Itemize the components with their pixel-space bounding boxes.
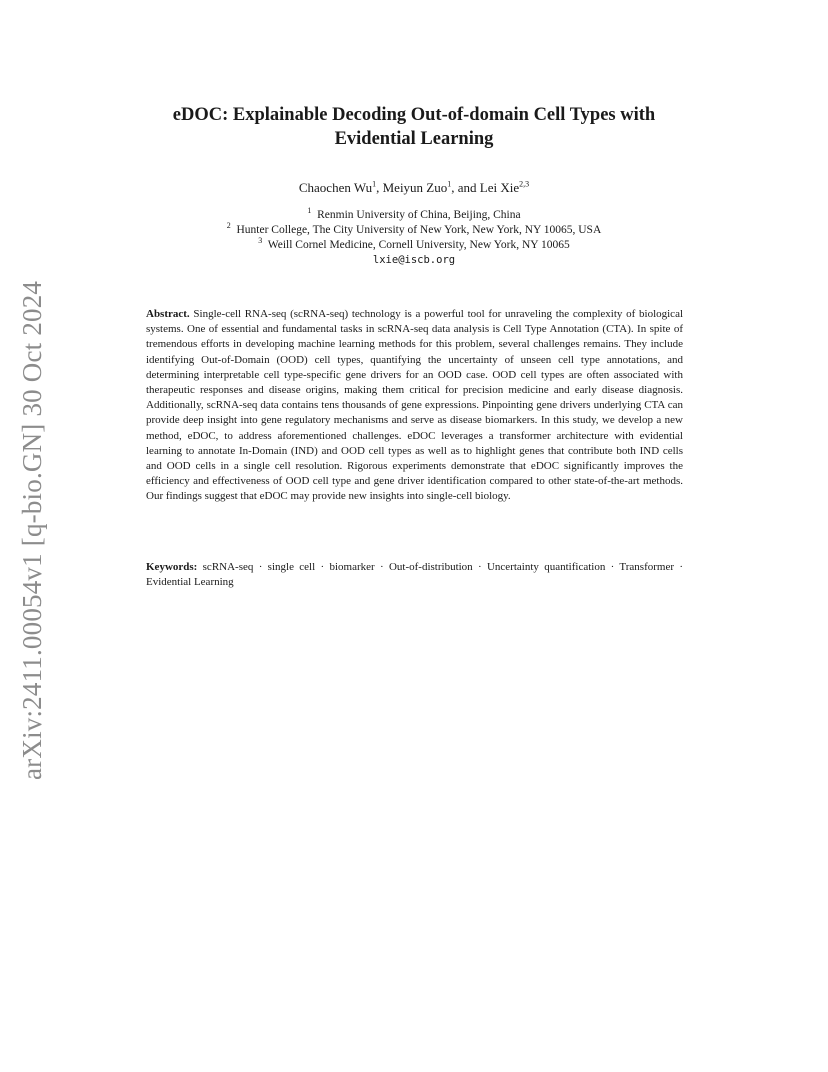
keywords-label: Keywords: [146, 561, 198, 573]
affiliation-mark: 2 [226, 221, 231, 231]
author-separator: , [376, 180, 383, 195]
author-name: Meiyun Zuo [382, 180, 448, 195]
affiliations [100, 208, 728, 268]
affiliation-item [100, 208, 728, 223]
keywords-text: scRNA-seq · single cell · biomarker · Out-of-distribution · Uncertainty quantification · Transformer · Evidential Learning [146, 561, 683, 589]
author-affil-mark: 1 [447, 179, 452, 189]
author-separator: , and [451, 180, 480, 195]
affiliation-text: Hunter College, The City University of New York, New York, NY 10065, USA [236, 224, 602, 236]
paper-title [100, 103, 728, 151]
affiliation-mark: 3 [258, 236, 263, 246]
affiliation-text: Renmin University of China, Beijing, China [317, 209, 521, 221]
title-line-1: eDOC: Explainable Decoding Out-of-domain Cell Types with [172, 105, 656, 125]
author-name: Lei Xie [479, 180, 520, 195]
abstract [146, 307, 683, 505]
author-affil-mark: 1 [372, 179, 377, 189]
author-affil-mark: 2,3 [519, 179, 530, 189]
author-name: Chaochen Wu [298, 180, 373, 195]
affiliation-mark: 1 [307, 206, 312, 216]
abstract-label: Abstract. [146, 308, 190, 320]
affiliation-text: Weill Cornel Medicine, Cornell University, New York, NY 10065 [267, 239, 570, 251]
affiliation-item [100, 223, 728, 238]
title-line-2: Evidential Learning [334, 129, 494, 149]
keywords [146, 560, 683, 590]
contact-email[interactable]: lxie@iscb.org [372, 254, 456, 266]
author-list [100, 180, 728, 196]
affiliation-item [100, 238, 728, 253]
abstract-text: Single-cell RNA-seq (scRNA-seq) technology is a powerful tool for unraveling the complexity of biological systems. One of essential and fundamental tasks in scRNA-seq data analysis is Cell Type Annotation (CTA). In spite of tremendous efforts in developing machine learning methods for this problem, several challenges remains. They include identifying Out-of-Domain (OOD) cell types, quantifying the uncertainty of unseen cell type annotations, and determining interpretable cell type-specific gene drivers for an OOD case. OOD cell types are often associated with therapeutic responses and disease origins, making them critical for precision medicine and early disease diagnosis. Additionally, scRNA-seq data contains tens thousands of gene expressions. Pinpointing gene drivers underlying CTA can provide deep insight into gene regulatory mechanisms and serve as disease biomarkers. In this study, we develop a new method, eDOC, to address aforementioned challenges. eDOC leverages a transformer architecture with evidential learning to annotate In-Domain (IND) and OOD cell types as well as to highlight genes that contribute both IND cells and OOD cells in a single cell resolution. Rigorous experiments demonstrate that eDOC significantly improves the efficiency and effectiveness of OOD cell type and gene driver identification compared to other state-of-the-art methods. Our findings suggest that eDOC may provide new insights into single-cell biology. [146, 308, 684, 503]
arxiv-identifier-stamp: arXiv:2411.00054v1 [q-bio.GN] 30 Oct 2024 [17, 280, 47, 780]
